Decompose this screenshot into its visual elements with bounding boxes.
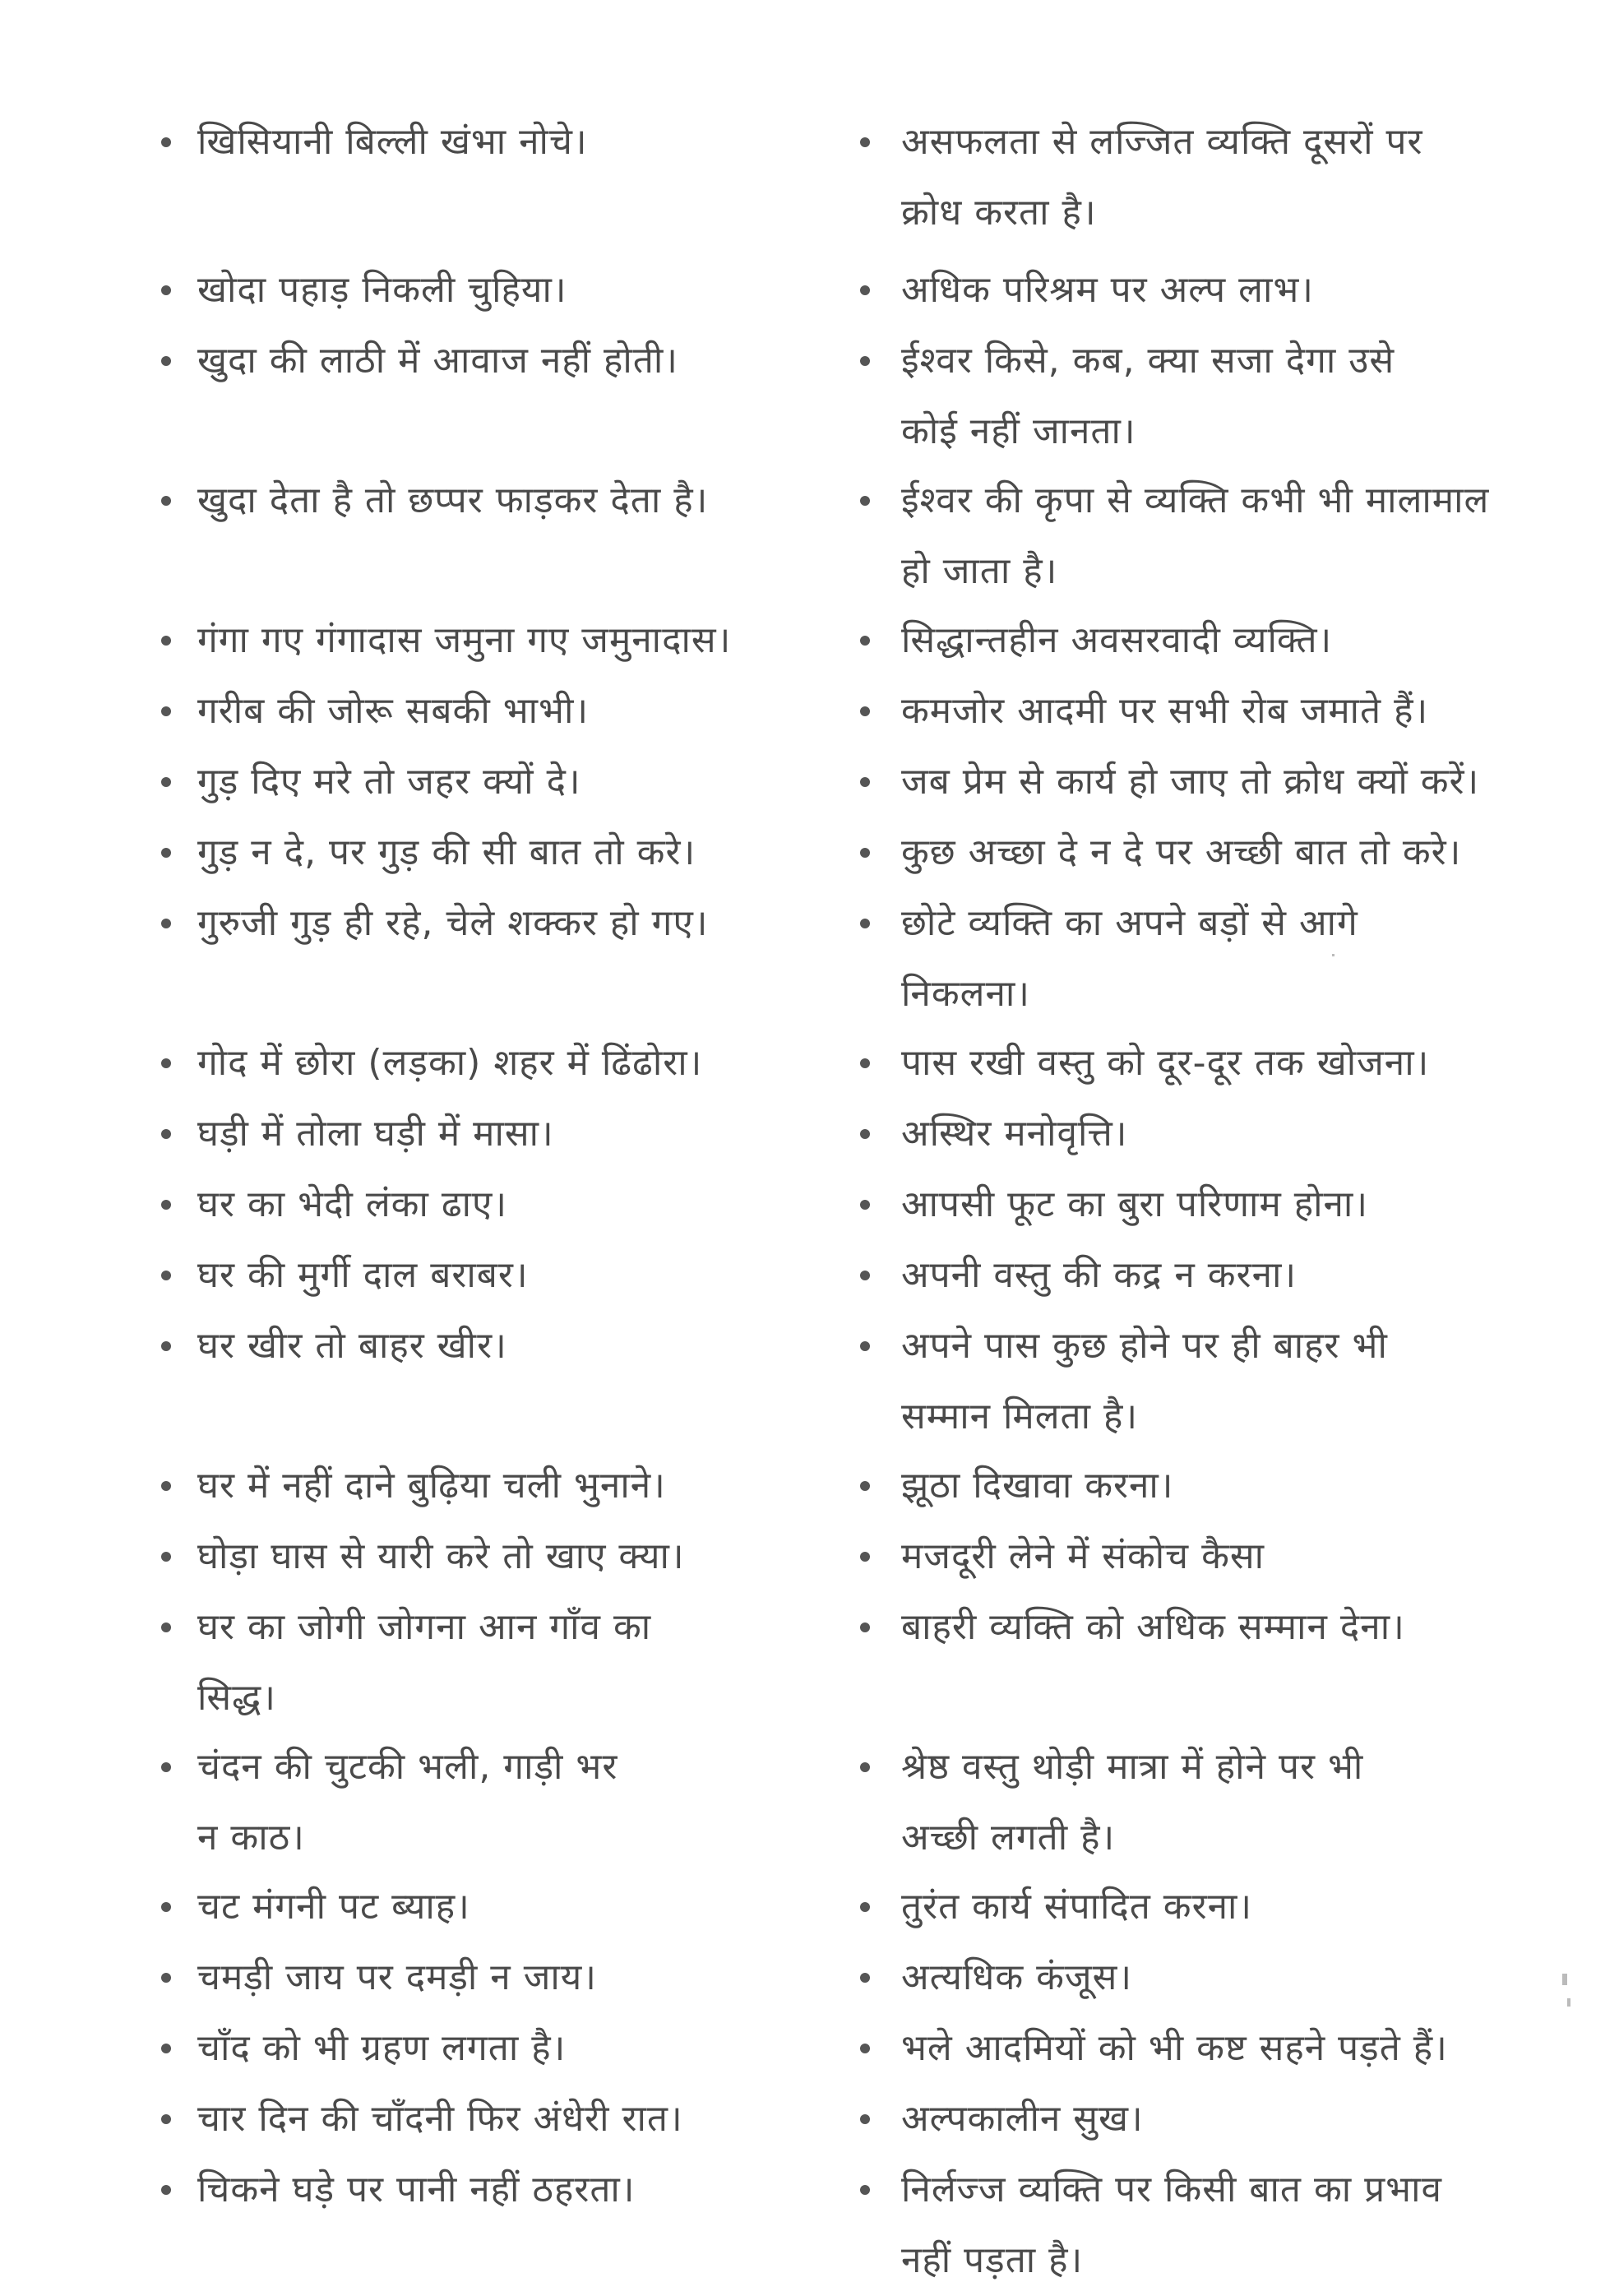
proverb-bullet (161, 356, 171, 366)
proverb-bullet (161, 1271, 171, 1280)
proverb-text: चमड़ी जाय पर दमड़ी न जाय। (197, 1956, 597, 1998)
proverb-bullet (161, 706, 171, 716)
meaning-text: श्रेष्ठ वस्तु थोड़ी मात्रा में होने पर भी (901, 1746, 1364, 1788)
proverb-text: चाँद को भी ग्रहण लगता है। (197, 2027, 567, 2069)
proverb-text: खोदा पहाड़ निकली चुहिया। (197, 269, 567, 311)
meaning-text: छोटे व्यक्ति का अपने बड़ों से आगे (901, 902, 1358, 944)
meaning-text: अधिक परिश्रम पर अल्प लाभ। (901, 269, 1314, 311)
meaning-bullet (860, 1552, 870, 1562)
proverb-text: घड़ी में तोला घड़ी में मासा। (197, 1113, 554, 1155)
meaning-text: ईश्वर किसे, कब, क्या सजा देगा उसे (901, 340, 1395, 382)
meaning-bullet (860, 1762, 870, 1772)
meaning-bullet (860, 848, 870, 858)
meaning-text: अत्यधिक कंजूस। (901, 1956, 1132, 1998)
meaning-text: झूठा दिखावा करना। (901, 1465, 1174, 1507)
meaning-bullet (860, 285, 870, 295)
meaning-text: बाहरी व्यक्ति को अधिक सम्मान देना। (901, 1606, 1405, 1648)
proverb-text: न काठ। (197, 1817, 305, 1859)
meaning-bullet (860, 1481, 870, 1491)
proverb-bullet (161, 919, 171, 928)
proverb-bullet (161, 137, 171, 147)
proverb-bullet (161, 1762, 171, 1772)
proverb-text: सिद्ध। (197, 1677, 276, 1719)
meaning-bullet (860, 1271, 870, 1280)
meaning-text: कुछ अच्छा दे न दे पर अच्छी बात तो करे। (901, 831, 1462, 873)
meaning-bullet (860, 1129, 870, 1139)
meaning-bullet (860, 1341, 870, 1351)
meaning-text: अस्थिर मनोवृत्ति। (901, 1113, 1128, 1155)
proverb-text: चंदन की चुटकी भली, गाड़ी भर (197, 1746, 618, 1788)
meaning-text: हो जाता है। (901, 550, 1058, 592)
proverb-text: चिकने घड़े पर पानी नहीं ठहरता। (197, 2169, 636, 2210)
meaning-text: भले आदमियों को भी कष्ट सहने पड़ते हैं। (901, 2027, 1448, 2069)
meaning-bullet (860, 919, 870, 928)
meaning-bullet (860, 706, 870, 716)
meaning-text: अपनी वस्तु की कद्र न करना। (901, 1254, 1298, 1296)
proverb-bullet (161, 636, 171, 646)
meaning-text: सिद्धान्तहीन अवसरवादी व्यक्ति। (901, 619, 1333, 661)
proverb-text: खुदा देता है तो छप्पर फाड़कर देता है। (197, 479, 709, 521)
proverb-bullet (161, 496, 171, 506)
proverb-bullet (161, 1973, 171, 1983)
meaning-bullet (860, 2114, 870, 2124)
meaning-text: अपने पास कुछ होने पर ही बाहर भी (901, 1325, 1388, 1367)
proverb-text: गोद में छोरा (लड़का) शहर में ढिंढोरा। (197, 1042, 703, 1084)
scan-speck (1332, 954, 1335, 956)
meaning-text: मजदूरी लेने में संकोच कैसा (901, 1535, 1265, 1577)
proverb-bullet (161, 1902, 171, 1912)
meaning-text: तुरंत कार्य संपादित करना। (901, 1886, 1253, 1928)
proverb-bullet (161, 848, 171, 858)
proverb-text: चार दिन की चाँदनी फिर अंधेरी रात। (197, 2098, 683, 2140)
meaning-bullet (860, 2044, 870, 2053)
meaning-text: निर्लज्ज व्यक्ति पर किसी बात का प्रभाव (901, 2169, 1442, 2210)
meaning-text: कमजोर आदमी पर सभी रोब जमाते हैं। (901, 690, 1429, 732)
proverb-text: गुड़ न दे, पर गुड़ की सी बात तो करे। (197, 831, 696, 873)
proverb-text: घर में नहीं दाने बुढ़िया चली भुनाने। (197, 1465, 666, 1507)
proverb-text: घर खीर तो बाहर खीर। (197, 1325, 507, 1367)
meaning-bullet (860, 1200, 870, 1210)
meaning-text: निकलना। (901, 973, 1030, 1015)
proverb-text: घोड़ा घास से यारी करे तो खाए क्या। (197, 1535, 685, 1577)
meaning-text: सम्मान मिलता है। (901, 1396, 1139, 1437)
proverb-bullet (161, 777, 171, 787)
proverb-bullet (161, 1481, 171, 1491)
meaning-bullet (860, 1973, 870, 1983)
proverb-text: घर का भेदी लंका ढाए। (197, 1183, 508, 1225)
proverb-bullet (161, 1622, 171, 1632)
proverb-text: गुड़ दिए मरे तो जहर क्यों दे। (197, 761, 581, 803)
meaning-bullet (860, 137, 870, 147)
meaning-bullet (860, 1058, 870, 1068)
meaning-text: अल्पकालीन सुख। (901, 2098, 1144, 2140)
meaning-bullet (860, 496, 870, 506)
proverb-bullet (161, 1129, 171, 1139)
proverb-bullet (161, 1200, 171, 1210)
meaning-bullet (860, 1902, 870, 1912)
proverb-bullet (161, 2044, 171, 2053)
proverb-text: गरीब की जोरू सबकी भाभी। (197, 690, 590, 732)
meaning-text: क्रोध करता है। (901, 192, 1097, 234)
scan-speck (1562, 1974, 1567, 1985)
meaning-text: ईश्वर की कृपा से व्यक्ति कभी भी मालामाल (901, 479, 1490, 521)
proverb-bullet (161, 2185, 171, 2195)
meaning-bullet (860, 356, 870, 366)
proverb-bullet (161, 285, 171, 295)
proverb-bullet (161, 1552, 171, 1562)
proverb-text: घर की मुर्गी दाल बराबर। (197, 1254, 529, 1296)
proverb-bullet (161, 1058, 171, 1068)
proverb-text: घर का जोगी जोगना आन गाँव का (197, 1606, 652, 1648)
proverb-text: गुरुजी गुड़ ही रहे, चेले शक्कर हो गए। (197, 902, 709, 944)
meaning-text: आपसी फूट का बुरा परिणाम होना। (901, 1183, 1368, 1225)
scan-speck (1567, 1998, 1570, 2007)
proverb-bullet (161, 1341, 171, 1351)
proverb-text: चट मंगनी पट ब्याह। (197, 1886, 470, 1928)
proverb-text: खुदा की लाठी में आवाज नहीं होती। (197, 340, 678, 382)
proverb-text: खिसियानी बिल्ली खंभा नोचे। (197, 121, 588, 163)
meaning-text: अच्छी लगती है। (901, 1817, 1116, 1859)
meaning-bullet (860, 777, 870, 787)
meaning-bullet (860, 636, 870, 646)
meaning-bullet (860, 1622, 870, 1632)
meaning-text: नहीं पड़ता है। (901, 2239, 1084, 2281)
meaning-text: पास रखी वस्तु को दूर-दूर तक खोजना। (901, 1042, 1430, 1084)
meaning-text: कोई नहीं जानता। (901, 410, 1136, 452)
meaning-text: असफलता से लज्जित व्यक्ति दूसरों पर (901, 121, 1423, 163)
proverb-text: गंगा गए गंगादास जमुना गए जमुनादास। (197, 619, 732, 661)
meaning-text: जब प्रेम से कार्य हो जाए तो क्रोध क्यों करें। (901, 761, 1480, 803)
proverb-bullet (161, 2114, 171, 2124)
meaning-bullet (860, 2185, 870, 2195)
